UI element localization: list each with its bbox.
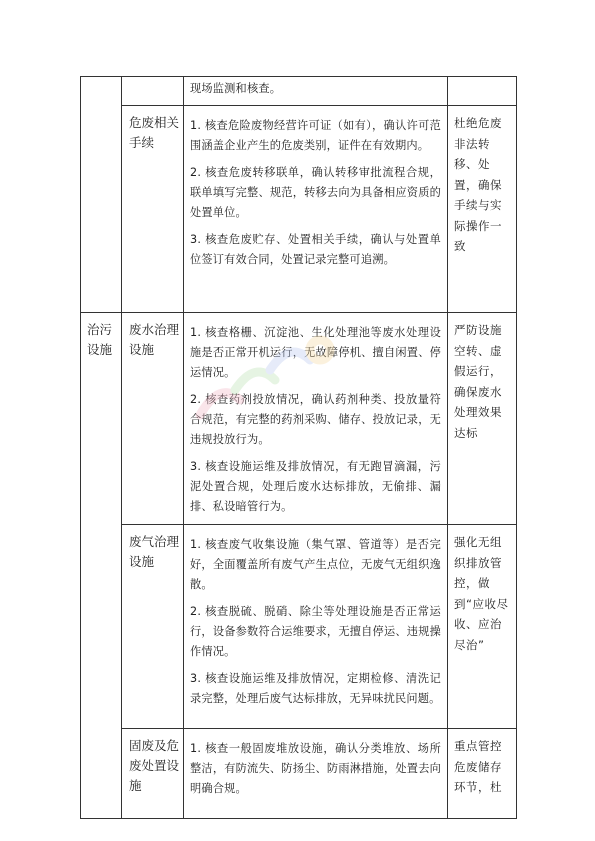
content-paragraph: 2. 核查危废转移联单，确认转移审批流程合规，联单填写完整、规范，转移去向为具备相应资质的处置单位。 <box>190 166 441 219</box>
content-cell <box>184 525 448 729</box>
item-cell <box>122 313 184 525</box>
item-label: 危废相关手续 <box>129 115 180 150</box>
content-paragraph: 1. 核查一般固废堆放设施，确认分类堆放、场所整洁，有防流失、防扬尘、防雨淋措施，处置去向明确合规。 <box>190 742 441 795</box>
goal-cell <box>448 729 517 819</box>
item-label: 废气治理设施 <box>129 534 180 569</box>
goal-text: 重点管控危废储存环节，杜 <box>454 739 502 794</box>
content-cell <box>184 313 448 525</box>
content-paragraph: 1. 核查危险废物经营许可证（如有），确认许可范围涵盖企业产生的危废类别，证件在有效期内。 <box>190 119 441 152</box>
content-paragraph: 1. 核查废气收集设施（集气罩、管道等）是否完好，全面覆盖所有废气产生点位，无废气无组织逸散。 <box>190 538 441 591</box>
table-row <box>81 77 517 106</box>
content-paragraph: 3. 核查设施运维及排放情况，有无跑冒滴漏，污泥处置合规，处理后废水达标排放，无偷排、漏排、私设暗管行为。 <box>190 460 441 513</box>
table-row <box>81 106 517 313</box>
goal-cell <box>448 77 517 106</box>
item-cell <box>122 525 184 729</box>
table-row <box>81 525 517 729</box>
item-label: 废水治理设施 <box>129 322 180 357</box>
category-cell <box>81 77 122 313</box>
item-cell <box>122 77 184 106</box>
goal-text: 严防设施空转、虚假运行，确保废水处理效果达标 <box>454 323 502 440</box>
goal-cell <box>448 106 517 313</box>
goal-cell <box>448 313 517 525</box>
goal-text: 强化无组织排放管控，做到“应收尽收、应治尽治” <box>454 535 509 652</box>
inspection-table <box>80 76 517 819</box>
table-row <box>81 729 517 819</box>
content-cell <box>184 106 448 313</box>
category-cell <box>81 313 122 819</box>
content-paragraph: 3. 核查设施运维及排放情况，定期检修、清洗记录完整，处理后废气达标排放，无异味扰民问题。 <box>190 672 441 705</box>
item-cell <box>122 106 184 313</box>
category-label: 治污设施 <box>87 322 113 357</box>
item-label: 固废及危废处置设施 <box>129 738 180 793</box>
item-cell <box>122 729 184 819</box>
table-row <box>81 313 517 525</box>
content-cell <box>184 77 448 106</box>
content-paragraph: 2. 核查脱硫、脱硝、除尘等处理设施是否正常运行，设备参数符合运维要求，无擅自停运、违规操作情况。 <box>190 605 441 658</box>
content-paragraph: 现场监测和核查。 <box>190 82 282 95</box>
content-paragraph: 3. 核查危废贮存、处置相关手续，确认与处置单位签订有效合同，处置记录完整可追溯。 <box>190 233 441 266</box>
goal-text: 杜绝危废非法转移、处置，确保手续与实际操作一致 <box>454 116 502 253</box>
content-paragraph: 1. 核查格栅、沉淀池、生化处理池等废水处理设施是否正常开机运行，无故障停机、擅自闲置、停运情况。 <box>190 326 441 379</box>
goal-cell <box>448 525 517 729</box>
content-cell <box>184 729 448 819</box>
content-paragraph: 2. 核查药剂投放情况，确认药剂种类、投放量符合规范，有完整的药剂采购、储存、投放记录，无违规投放行为。 <box>190 393 441 446</box>
